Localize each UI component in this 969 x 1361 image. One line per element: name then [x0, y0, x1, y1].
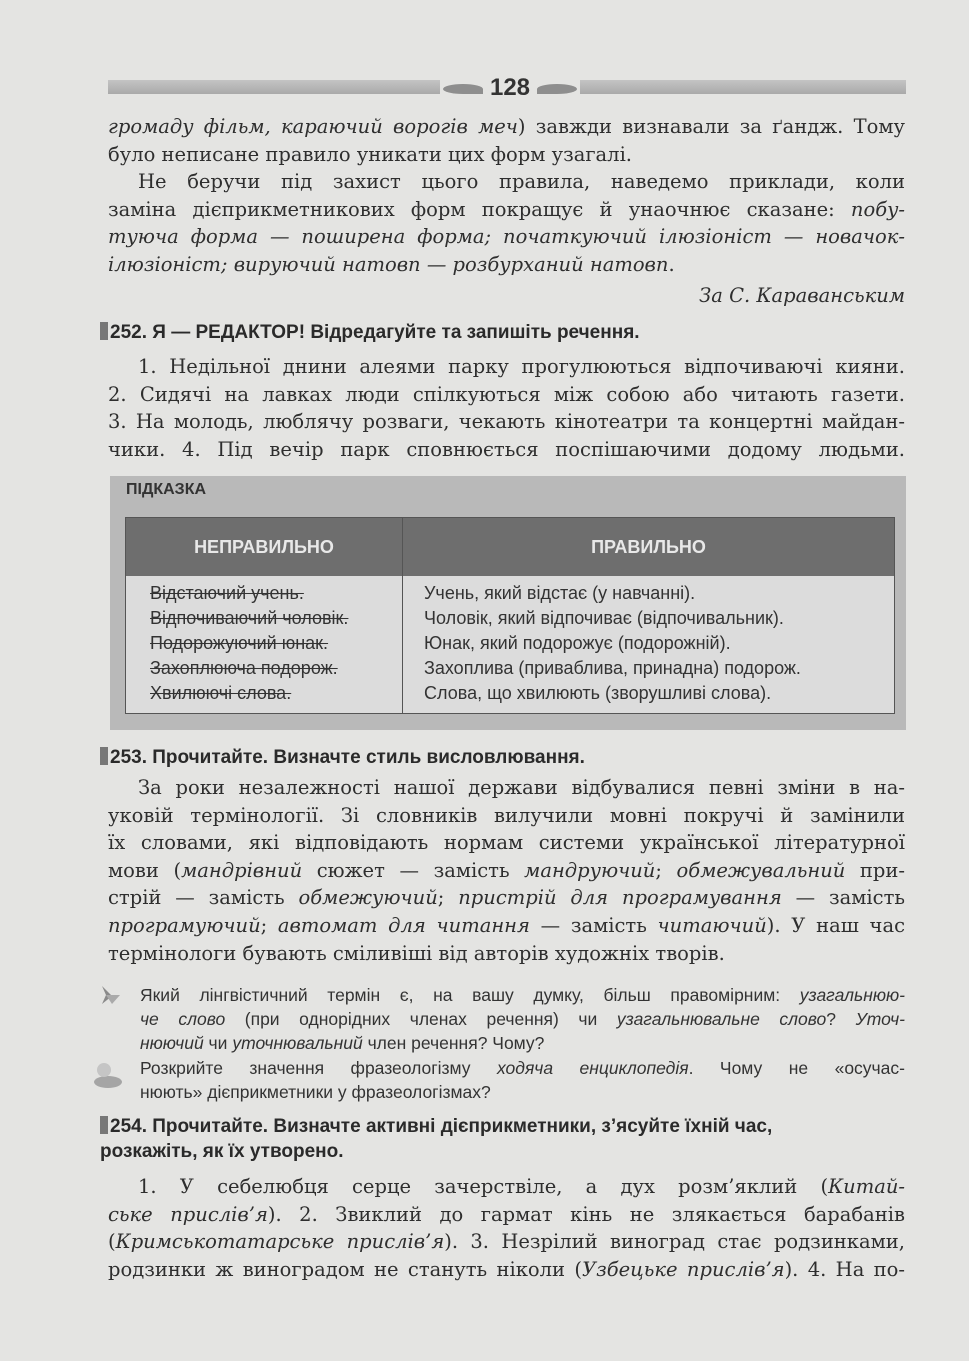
text-line	[108, 141, 905, 169]
correct-example: Чоловік, який відпочиває (відпочивальник).	[424, 608, 784, 628]
text-segment: — замість	[529, 913, 658, 937]
italic-text: уточнювальний	[232, 1033, 363, 1053]
wrong-example: Відпочиваючий чоловік.	[150, 608, 349, 628]
text-segment: їх словами, які відповідають нормам системи української літературної	[108, 831, 905, 855]
italic-text: обмежуючий	[298, 886, 438, 910]
page-number	[440, 74, 580, 106]
italic-text: мандрівний	[181, 858, 303, 882]
text-segment: Не беручи під захист цього правила, наведемо приклади, коли	[138, 170, 905, 193]
italic-text: Узбецьке прислів’я	[581, 1257, 785, 1281]
italic-text: громаду фільм, караючий ворогів меч	[108, 115, 518, 138]
intro-paragraph-2	[108, 168, 905, 278]
wrong-example: Подорожуючий юнак.	[150, 633, 329, 653]
text-segment: було неписане правило уникати цих форм узагалі.	[108, 142, 633, 166]
wrong-example: Захоплююча подорож.	[150, 658, 338, 678]
italic-text: узагальнювальне слово	[616, 1009, 827, 1029]
hint-title: ПІДКАЗКА	[126, 481, 207, 498]
text-segment: ). 2. Звиклий до гармат кінь не злякається барабанів	[267, 1202, 905, 1226]
text-segment: ?	[826, 1009, 856, 1029]
text-segment: . Чому не «осучас-	[688, 1058, 905, 1078]
question-2	[140, 1056, 905, 1104]
italic-text: туюча форма — поширена форма; початкуючий ілюзіоніст — новачок-	[108, 225, 905, 249]
text-segment: при-	[845, 858, 906, 882]
text-line	[108, 381, 905, 409]
attribution: За С. Караванським	[699, 284, 905, 307]
text-segment: За роки незалежності нашої держави відбувалися певні зміни в на-	[138, 776, 905, 799]
text-segment: ). У наш час	[766, 913, 905, 937]
text-line	[108, 1173, 905, 1201]
italic-text: ілюзіоніст; вируючий натовп — розбурханий натовп	[108, 252, 669, 276]
italic-text: побу-	[850, 197, 905, 221]
text-line	[108, 196, 905, 224]
italic-text: Кримськотатарське прислів’я	[115, 1230, 445, 1254]
italic-text: Уточ-	[855, 1009, 905, 1029]
text-line	[108, 940, 905, 968]
text-segment: ;	[655, 858, 677, 882]
text-segment: 1. Недільної днини алеями парку прогулюються відпочиваючі кияни.	[138, 355, 905, 378]
italic-text: нюючий	[140, 1033, 204, 1053]
ornament-right-icon	[537, 84, 577, 94]
question-1	[140, 983, 905, 1055]
text-segment: 1. У себелюбця серце зачерствіле, а дух розм’яклий (	[138, 1175, 829, 1198]
italic-text: автомат для читання	[277, 913, 530, 937]
text-segment: ;	[437, 886, 459, 910]
text-segment: ). 3. Незрілий виноград стає родзинками,	[444, 1230, 905, 1254]
text-segment: сюжет — замість	[302, 858, 525, 882]
text-line	[108, 223, 905, 251]
text-segment: 2. Сидячі на лавках люди спілкуються між собою або читають газети.	[108, 382, 905, 406]
text-segment: Який лінгвістичний термін є, на вашу думку, більш правомірним:	[140, 985, 800, 1005]
italic-text: пристрій для програмування	[458, 886, 782, 910]
task-marker-icon	[100, 747, 108, 765]
text-segment: чи	[203, 1033, 233, 1053]
text-line	[108, 912, 905, 940]
text-line	[108, 884, 905, 912]
correct-example: Захоплива (приваблива, принадна) подорож.	[424, 658, 801, 678]
italic-text: мандруючий	[524, 858, 656, 882]
intro-paragraph-1	[108, 113, 905, 168]
italic-text: Китай-	[828, 1175, 905, 1198]
text-line	[140, 983, 905, 1007]
task-253-title-text: 253. Прочитайте. Визначте стиль висловлювання.	[110, 747, 585, 768]
text-segment: термінологи бувають сміливіші від авторів художніх творів.	[108, 941, 725, 965]
ornament-left-icon	[443, 84, 483, 94]
arrow-question-icon	[98, 982, 124, 1008]
task-254-title	[100, 1114, 905, 1164]
text-line	[140, 1007, 905, 1031]
col-header-right: ПРАВИЛЬНО	[591, 537, 706, 557]
text-line	[140, 1080, 905, 1104]
book-reading-icon	[92, 1060, 124, 1090]
text-segment: ;	[260, 913, 278, 937]
text-segment: 3. На молодь, люблячу розваги, чекають кінотеатри та концертні майдан-	[108, 410, 905, 434]
text-line	[108, 113, 905, 141]
wrong-example: Хвилюючі слова.	[150, 683, 292, 703]
text-line	[108, 1201, 905, 1229]
task-254-text	[108, 1173, 905, 1283]
task-252-title-text: 252. Я — РЕДАКТОР! Відредагуйте та запишіть речення.	[110, 322, 640, 343]
italic-text: ходяча енциклопедія	[497, 1058, 689, 1078]
text-line	[108, 857, 905, 885]
task-254-title-line-1: 254. Прочитайте. Визначте активні дієприкметники, з’ясуйте їхній час,	[110, 1116, 773, 1137]
text-segment: мови (	[108, 858, 182, 882]
task-marker-icon	[100, 322, 108, 340]
text-line	[108, 436, 905, 464]
correct-example: Юнак, який подорожує (подорожній).	[424, 633, 731, 653]
italic-text: програмуючий	[108, 913, 261, 937]
text-line	[108, 251, 905, 279]
text-segment: (	[108, 1230, 116, 1254]
italic-text: читаючий	[657, 913, 767, 937]
text-line	[108, 1256, 905, 1284]
text-line	[108, 774, 905, 802]
text-line	[108, 829, 905, 857]
task-marker-icon	[100, 1116, 108, 1134]
task-252-title	[100, 320, 905, 345]
text-segment: ). 4. На по-	[784, 1257, 905, 1281]
text-segment: (при однорідних членах речення) чи	[225, 1009, 617, 1029]
text-segment: Розкрийте значення фразеологізму	[140, 1058, 497, 1078]
italic-text: узагальнюю-	[799, 985, 905, 1005]
hint-table	[125, 517, 895, 714]
task-253-title	[100, 745, 905, 770]
italic-text: ське прислів’я	[108, 1202, 268, 1226]
text-segment: стрій — замість	[108, 886, 299, 910]
text-segment: уковій термінології. Зі словників вилучили мовні покручі й замінили	[108, 803, 905, 827]
text-segment: нюють» дієприкметники у фразеологізмах?	[140, 1082, 491, 1102]
text-line	[108, 408, 905, 436]
text-line	[108, 802, 905, 830]
text-line	[108, 353, 905, 381]
text-segment: .	[668, 252, 675, 276]
page-number-text: 128	[489, 74, 531, 101]
text-segment: член речення? Чому?	[362, 1033, 545, 1053]
text-segment: — замість	[781, 886, 905, 910]
text-line	[108, 1228, 905, 1256]
text-segment: чики. 4. Під вечір парк сповнюється поспішаючими додому людьми.	[108, 437, 905, 461]
column-divider	[402, 518, 403, 713]
text-line	[140, 1056, 905, 1080]
text-line	[108, 168, 905, 196]
wrong-example: Відстаючий учень.	[150, 583, 304, 603]
italic-text: че слово	[140, 1009, 226, 1029]
correct-example: Слова, що хвилюють (зворушливі слова).	[424, 683, 772, 703]
task-254-title-line-2: розкажіть, як їх утворено.	[100, 1141, 344, 1162]
text-segment: заміна дієприкметникових форм покращує й унаочнює сказане:	[108, 197, 851, 221]
text-segment: ) завжди визнавали за ґандж. Тому	[517, 115, 905, 138]
italic-text: обмежувальний	[676, 858, 846, 882]
task-253-text	[108, 774, 905, 967]
task-252-sentences	[108, 353, 905, 463]
correct-example: Учень, який відстає (у навчанні).	[424, 583, 696, 603]
hint-table-header	[126, 518, 894, 576]
text-segment: родзинки ж виноградом не стануть ніколи (	[108, 1257, 582, 1281]
text-line	[140, 1031, 905, 1055]
col-header-wrong: НЕПРАВИЛЬНО	[194, 537, 334, 557]
